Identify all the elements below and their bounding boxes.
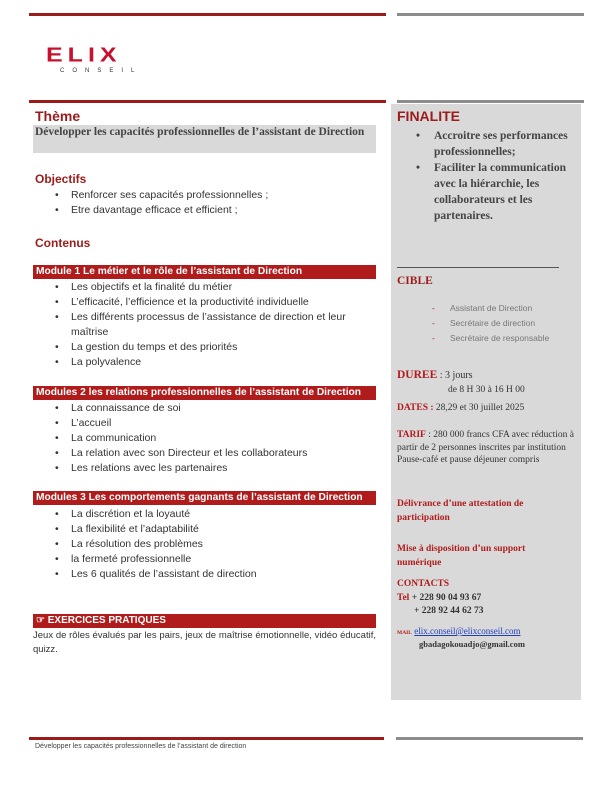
list-item: • La résolution des problèmes (55, 537, 375, 552)
mail-label: MAIL (397, 630, 412, 636)
contenus-heading: Contenus (35, 236, 91, 250)
exercices-title: EXERCICES PRATIQUES (47, 615, 166, 626)
finalite-heading: FINALITE (397, 108, 460, 124)
theme-heading: Thème (35, 108, 81, 124)
list-item: • la fermeté professionnelle (55, 552, 375, 567)
list-item: • La gestion du temps et des priorités (55, 340, 375, 355)
mail-2: gbadagokouadjo@gmail.com (419, 639, 525, 649)
pointing-hand-icon: ☞ (36, 615, 45, 626)
duree-hours: de 8 H 30 à 16 H 00 (448, 385, 525, 395)
tarif-value: : 280 000 francs CFA avec réduction à partir de 2 personnes inscrites par institution (397, 430, 574, 453)
list-item: • Accroitre ses performances professionnelles; (414, 128, 574, 160)
list-item: • Renforcer ses capacités professionnelles ; (55, 188, 375, 203)
logo-wordmark: ELIX (46, 44, 122, 67)
list-item: • L’efficacité, l’efficience et la productivité individuelle (55, 295, 375, 310)
footer-text: Développer les capacités professionnelles de l’assistant de direction (35, 743, 247, 750)
tel-1: + 228 90 04 93 67 (411, 593, 482, 603)
list-item: • Les relations avec les partenaires (55, 461, 375, 476)
section-rule-left (29, 100, 386, 103)
delivrance-text: Délivrance d’une attestation de participation (397, 499, 524, 523)
module-3-list (55, 507, 375, 582)
tarif-label: TARIF (397, 430, 426, 440)
list-item: • La communication (55, 431, 375, 446)
list-item: • Les 6 qualités de l’assistant de direction (55, 567, 375, 582)
duree-line (397, 369, 473, 381)
dates-line (397, 403, 524, 413)
dates-value: 28,29 et 30 juillet 2025 (435, 403, 525, 413)
list-item: • La connaissance de soi (55, 401, 375, 416)
module-1-header: Module 1 Le métier et le rôle de l’assistant de Direction (33, 265, 376, 279)
finalite-list (414, 128, 574, 224)
list-item-continuation: maîtrise (71, 326, 109, 338)
duree-value: : 3 jours (439, 370, 473, 381)
contacts-heading: CONTACTS (397, 579, 450, 589)
exercices-header (33, 614, 376, 628)
mail-link-1[interactable]: elix.conseil@elixconseil.com (414, 626, 521, 636)
tarif-extra: Pause-café et pause déjeuner compris (397, 455, 540, 465)
list-item: - Secrétaire de responsable (432, 331, 567, 346)
list-item: • Faciliter la communication avec la hiérarchie, les collaborateurs et les partenaires. (414, 160, 574, 224)
duree-label: DUREE (397, 369, 438, 381)
list-item: - Assistant de Direction (432, 301, 567, 316)
list-item: - Secrétaire de direction (432, 316, 567, 331)
module-2-header: Modules 2 les relations professionnelles de l’assistant de Direction (33, 386, 376, 400)
mail-line (397, 626, 521, 636)
list-item: • La discrétion et la loyauté (55, 507, 375, 522)
section-rule-right (397, 100, 584, 103)
cible-list (432, 301, 567, 346)
objectifs-list (55, 188, 375, 218)
elix-logo (46, 44, 164, 80)
bottom-rule-left (29, 737, 384, 740)
bottom-rule-right (396, 737, 583, 740)
sidebar-divider (397, 267, 559, 268)
module-3-header: Modules 3 Les comportements gagnants de l’assistant de Direction (33, 491, 376, 505)
tarif-block (397, 429, 577, 467)
tel-label: Tel (397, 593, 410, 603)
list-item: • Les différents processus de l’assistance de direction et leur (55, 310, 375, 325)
cible-heading: CIBLE (397, 275, 433, 287)
support-text: Mise à disposition d’un support numérique (397, 544, 526, 568)
list-item: • L’accueil (55, 416, 375, 431)
module-2-list (55, 401, 375, 476)
tel-2: + 228 92 44 62 73 (414, 606, 484, 616)
list-item: • La relation avec son Directeur et les collaborateurs (55, 446, 375, 461)
objectifs-heading: Objectifs (35, 172, 87, 186)
exercices-text: Jeux de rôles évalués par les pairs, jeux de maîtrise émotionnelle, vidéo éducatif, quizz. (33, 630, 376, 655)
list-item: • Les objectifs et la finalité du métier (55, 280, 375, 295)
list-item: • La flexibilité et l’adaptabilité (55, 522, 375, 537)
list-item: • Etre davantage efficace et efficient ; (55, 203, 375, 218)
list-item: • La polyvalence (55, 355, 375, 370)
top-rule-right (397, 13, 584, 16)
tel-line (397, 593, 481, 603)
module-1-list (55, 280, 375, 370)
theme-text: Développer les capacités professionnelles de l’assistant de Direction (33, 125, 376, 153)
logo-subtitle: CONSEIL (60, 68, 143, 74)
dates-label: DATES : (397, 403, 434, 413)
top-rule-left (29, 13, 386, 16)
